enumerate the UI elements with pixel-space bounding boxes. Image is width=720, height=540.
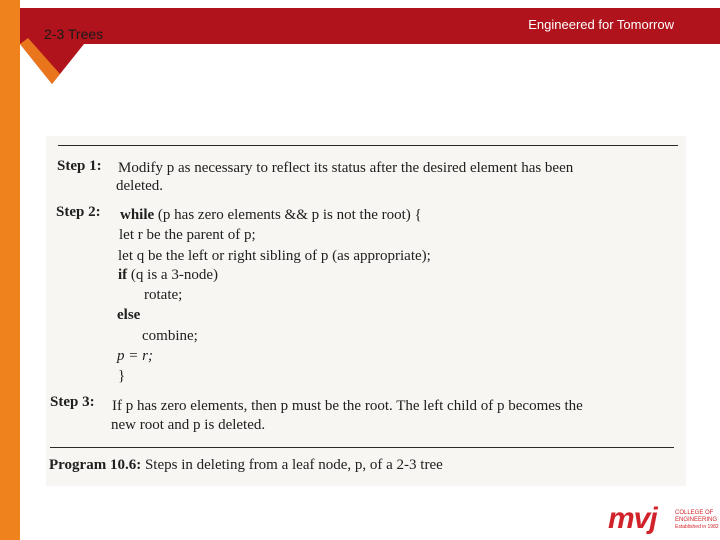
- else-keyword: else: [117, 307, 141, 323]
- step2-close-brace: }: [118, 368, 126, 384]
- logo-line3: Established in 1982: [675, 524, 719, 530]
- if-keyword: if: [118, 267, 128, 283]
- step1-line2: deleted.: [116, 178, 164, 194]
- slide-title: 2-3 Trees: [44, 26, 104, 42]
- top-rule: [58, 145, 678, 146]
- caption-label: Program 10.6:: [49, 457, 142, 473]
- while-keyword: while: [120, 207, 155, 223]
- header-tagline: Engineered for Tomorrow: [528, 17, 674, 32]
- logo-line1: COLLEGE OF: [675, 510, 714, 516]
- logo-wordmark: mvj: [608, 502, 657, 535]
- program-caption: [49, 456, 443, 475]
- step1-label: Step 1:: [57, 158, 102, 174]
- while-condition: (p has zero elements && p is not the root) {: [157, 207, 422, 223]
- step2-if-line: [118, 266, 218, 285]
- step2-assign: p = r;: [117, 348, 153, 364]
- step2-combine: combine;: [142, 328, 198, 344]
- mvj-college-logo: [608, 502, 720, 538]
- step2-rotate: rotate;: [144, 287, 183, 303]
- left-accent-strip: [0, 0, 20, 540]
- step2-let-q: let q be the left or right sibling of p (as appropriate);: [118, 248, 431, 264]
- if-condition: (q is a 3-node): [130, 267, 218, 283]
- step2-let-r: let r be the parent of p;: [119, 227, 256, 243]
- logo-line2: ENGINEERING: [675, 517, 718, 523]
- header-chevron-decoration: [20, 8, 84, 88]
- step2-while-line: [120, 206, 422, 225]
- step3-line1: If p has zero elements, then p must be the root. The left child of p becomes the: [112, 398, 583, 414]
- step3-label: Step 3:: [50, 394, 95, 410]
- bottom-rule: [50, 447, 674, 448]
- step3-line2: new root and p is deleted.: [111, 417, 266, 433]
- step2-label: Step 2:: [56, 204, 101, 220]
- step1-line1: Modify p as necessary to reflect its status after the desired element has been: [118, 160, 574, 176]
- caption-text: Steps in deleting from a leaf node, p, of a 2-3 tree: [144, 457, 443, 473]
